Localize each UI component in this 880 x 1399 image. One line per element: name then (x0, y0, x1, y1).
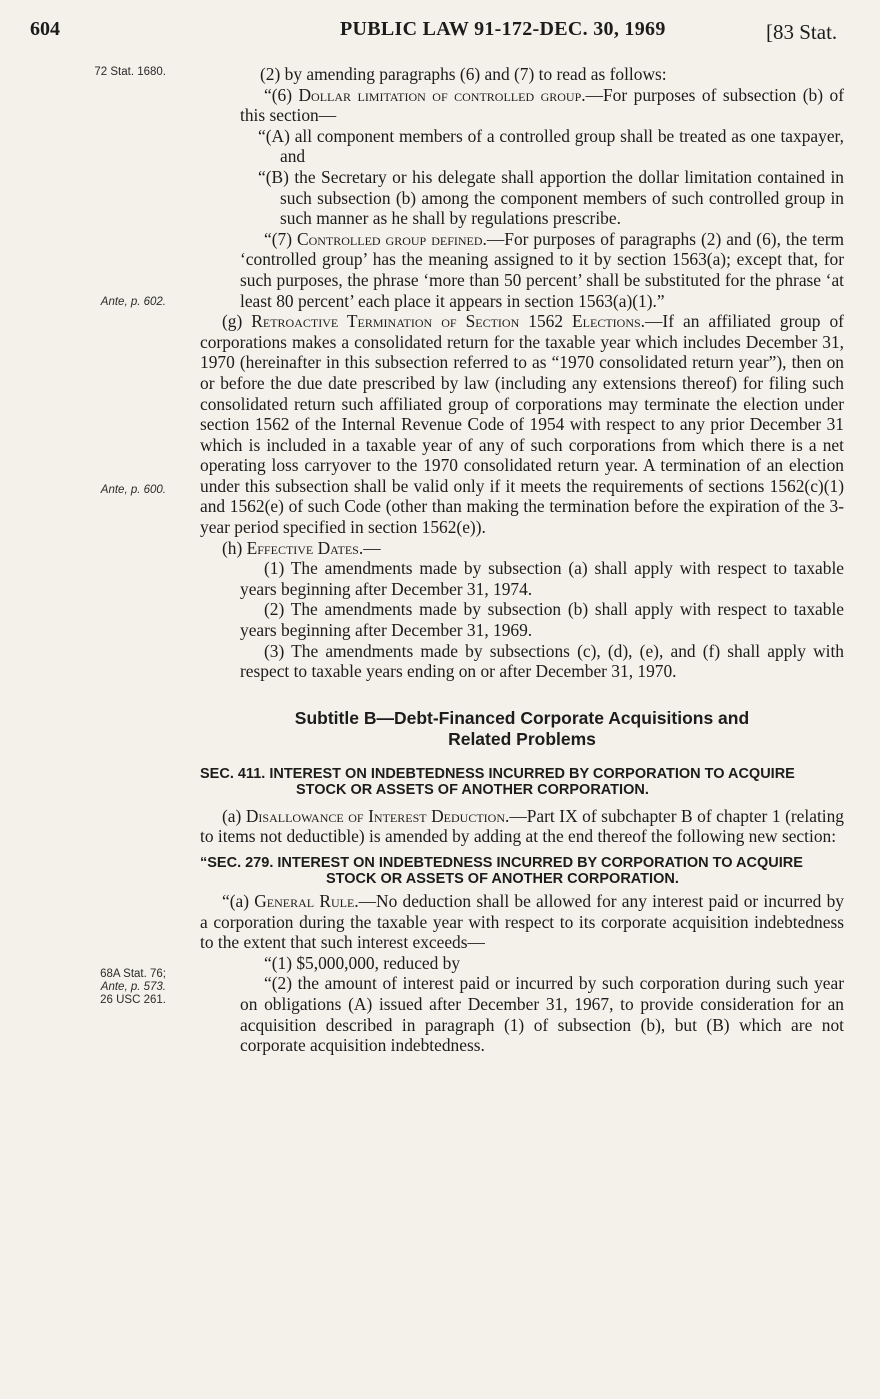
subsection-text: —If an affiliated group of corporations makes a consolidated return for the taxable year which includes December 31, 1970 (hereinafter in this subsection referred to as “1970 consolidated return year”), then on or before the due date prescribed by law (including any extensions thereof) for filing such consolidated return such affiliated group of corporations may terminate the election under section 1562 of the Internal Revenue Code of 1954 with respect to any prior December 31 which is included in a taxable year of any of such corporations from which there is a net operating loss carryover to the 1970 consolidated return year. A termination of an election under this subsection shall be valid only if it meets the requirements of sections 1562(c)(1) and 1562(e) of such Code (other than making the termination before the expiration of the 3-year period specified in section 1562(e)). (200, 311, 844, 538)
paragraph-h2: (2) The amendments made by subsection (b) shall apply with respect to taxable years beginning after December 31, 1969. (240, 599, 844, 641)
page-header (0, 14, 880, 54)
subsection-text: —Part IX of subchapter B of chapter 1 (relating to items not deductible) is amended by adding at the end thereof the following new section: (200, 805, 844, 847)
paragraph-text: —For purposes of subsection (b) of this section— (240, 84, 844, 126)
paragraph-text: —For purposes of paragraphs (2) and (6), the term ‘controlled group’ has the meaning assigned to it by section 1563(a); except that, for such purposes, the phrase ‘more than 50 percent’ shall be substituted for the phrase ‘at least 80 percent’ each place it appears in section 1563(a)(1).” (240, 228, 845, 311)
general-rule-2: “(2) the amount of interest paid or incurred by such corporation during such year on obligations (A) issued after December 31, 1967, to provide consideration for an acquisition described in paragraph (1) of subsection (b), but (B) which are not corporate acquisition indebtedness. (240, 973, 844, 1056)
margin-note-line (48, 981, 166, 994)
margin-note-ante-600 (48, 484, 166, 496)
margin-note-text: Ante, p. 602. (100, 296, 166, 308)
subsection-heading: Effective Dates. (246, 537, 364, 558)
paragraph-6a: “(A) all component members of a controlled group shall be treated as one taxpayer, and (258, 125, 844, 167)
running-title: PUBLIC LAW 91-172-DEC. 30, 1969 (340, 18, 666, 40)
subsection-label: (a) (222, 805, 246, 826)
margin-note-68a-stat (48, 968, 166, 1007)
margin-note-line: 26 USC 261. (100, 994, 166, 1006)
subsection-h (200, 538, 844, 559)
body-text (200, 64, 844, 1056)
subsection-label: (g) (222, 311, 252, 332)
subsection-heading: Retroactive Termination of Section 1562 Elections. (251, 311, 646, 332)
paragraph-6b: “(B) the Secretary or his delegate shall apportion the dollar limitation contained in such subsection (b) among the component members of such controlled group in such manner as he shall by regulations prescribe. (258, 166, 844, 229)
statute-reference: [83 Stat. (766, 20, 838, 44)
paragraph-6 (200, 85, 844, 126)
subsection-g (200, 311, 844, 538)
subtitle-line: Subtitle B—Debt-Financed Corporate Acquisitions and (294, 707, 750, 728)
subsection-text: —No deduction shall be allowed for any interest paid or incurred by a corporation during the taxable year with respect to its corporate acquisition indebtedness to the extent that such interest exceeds— (200, 891, 844, 953)
subsection-heading: Disallowance of Interest Deduction. (245, 805, 510, 826)
subtitle-heading (200, 708, 844, 750)
section-411-heading: SEC. 411. INTEREST ON INDEBTEDNESS INCURRED BY CORPORATION TO ACQUIRE STOCK OR ASSETS OF ANOTHER CORPORATION. (200, 765, 795, 798)
paragraph-h1: (1) The amendments made by subsection (a) shall apply with respect to taxable years beginning after December 31, 1974. (240, 558, 844, 599)
subsection-label: (h) (222, 537, 247, 558)
general-rule-1: “(1) $5,000,000, reduced by (264, 952, 461, 973)
paragraph-heading: “(7) Controlled group defined. (264, 228, 487, 249)
subsection-label: “(a) (222, 891, 255, 911)
margin-note-72-stat: 72 Stat. 1680. (94, 66, 166, 78)
subsection-text: — (363, 537, 381, 558)
margin-note-text: Ante, p. 600. (100, 484, 166, 496)
subsection-a (200, 806, 844, 847)
paragraph-7 (200, 229, 844, 311)
margin-note-text: Ante, p. 573. (100, 981, 166, 993)
paragraph-h3: (3) The amendments made by subsections (c), (d), (e), and (f) shall apply with respect to taxable years ending on or after December 31, 1970. (240, 640, 844, 682)
section-279-heading: “SEC. 279. INTEREST ON INDEBTEDNESS INCURRED BY CORPORATION TO ACQUIRE STOCK OR ASSETS OF ANOTHER CORPORATION. (200, 855, 803, 887)
subtitle-line: Related Problems (448, 728, 596, 749)
page-number: 604 (30, 18, 60, 40)
margin-note-line: 68A Stat. 76; (100, 968, 166, 980)
paragraph-heading: “(6) Dollar limitation of controlled group. (264, 84, 586, 105)
general-rule (200, 891, 844, 953)
subsection-heading: General Rule. (254, 891, 359, 911)
paragraph: (2) by amending paragraphs (6) and (7) to read as follows: (260, 64, 667, 84)
margin-note-ante-602 (48, 296, 166, 308)
